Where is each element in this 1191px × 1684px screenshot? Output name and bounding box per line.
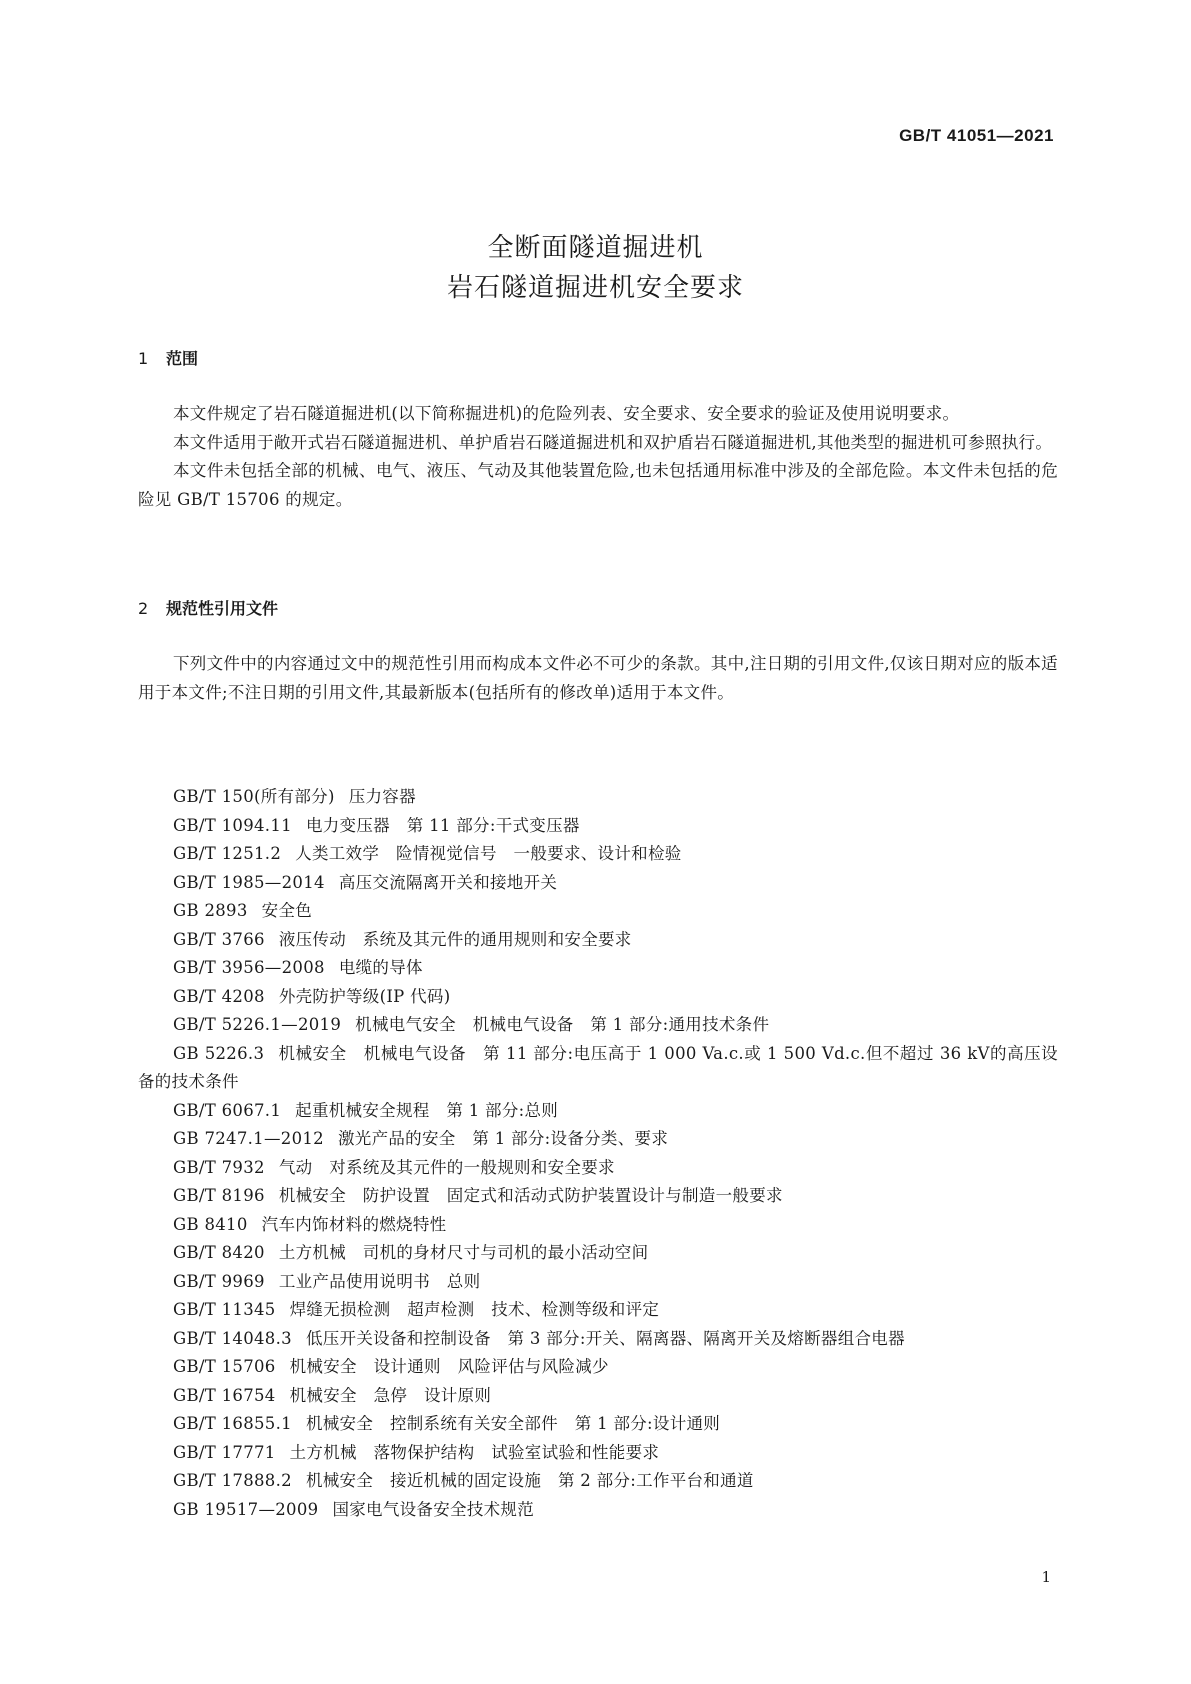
- title-line-2: 岩石隧道掘进机安全要求: [446, 273, 744, 303]
- reference-title: 机械安全 接近机械的固定设施 第 2 部分:工作平台和通道: [305, 1471, 754, 1490]
- reference-item: [138, 1182, 1058, 1211]
- reference-item: [138, 1125, 1058, 1154]
- reference-code: GB/T 16855.1: [173, 1414, 292, 1433]
- section-1-title: 范围: [166, 349, 199, 368]
- reference-title: 外壳防护等级(IP 代码): [278, 986, 451, 1006]
- section-1-body: [138, 400, 1058, 514]
- reference-title: 人类工效学 险情视觉信号 一般要求、设计和检验: [295, 844, 682, 863]
- reference-item: [138, 1353, 1058, 1382]
- reference-code: GB/T 9969: [173, 1271, 265, 1291]
- reference-code: GB/T 1251.2: [173, 844, 282, 863]
- reference-title: 机械安全 控制系统有关安全部件 第 1 部分:设计通则: [305, 1414, 721, 1433]
- reference-code: GB/T 17888.2: [173, 1471, 292, 1490]
- reference-title: 机械电气安全 机械电气设备 第 1 部分:通用技术条件: [355, 1015, 770, 1034]
- reference-title: 电力变压器 第 11 部分:干式变压器: [305, 815, 580, 835]
- reference-item: [138, 1268, 1058, 1297]
- reference-item: [138, 1467, 1058, 1496]
- reference-title: 机械安全 设计通则 风险评估与风险减少: [289, 1357, 609, 1376]
- reference-code: GB/T 1985—2014: [173, 872, 325, 892]
- reference-item: [138, 1296, 1058, 1325]
- reference-item: [138, 926, 1058, 955]
- section-2-title: 规范性引用文件: [166, 599, 279, 618]
- reference-item: [138, 1154, 1058, 1183]
- reference-title: 汽车内饰材料的燃烧特性: [261, 1214, 447, 1234]
- reference-code: GB/T 5226.1—2019: [173, 1015, 342, 1034]
- reference-item: [138, 897, 1058, 926]
- reference-code: GB/T 8196: [173, 1186, 265, 1205]
- reference-title: 低压开关设备和控制设备 第 3 部分:开关、隔离器、隔离开关及熔断器组合电器: [305, 1328, 905, 1348]
- reference-item: [138, 869, 1058, 898]
- reference-title: 起重机械安全规程 第 1 部分:总则: [295, 1100, 559, 1120]
- reference-code: GB/T 4208: [173, 986, 265, 1006]
- title-line-1: 全断面隧道掘进机: [487, 233, 704, 263]
- reference-title: 机械安全 急停 设计原则: [289, 1385, 492, 1405]
- reference-title: 压力容器: [348, 787, 416, 806]
- reference-item: [138, 1325, 1058, 1354]
- reference-code: GB/T 16754: [173, 1385, 276, 1405]
- reference-code: GB/T 7932: [173, 1157, 265, 1177]
- document-title: [0, 228, 1191, 308]
- reference-code: GB 19517—2009: [173, 1499, 319, 1519]
- reference-code: GB/T 14048.3: [173, 1328, 292, 1348]
- section-2-intro: 下列文件中的内容通过文中的规范性引用而构成本文件必不可少的条款。其中,注日期的引用文件,仅该日期对应的版本适用于本文件;不注日期的引用文件,其最新版本(包括所有的修改单)适用于本文件。: [138, 654, 1058, 702]
- section-1-number: 1: [138, 349, 149, 368]
- reference-title: 土方机械 落物保护结构 试验室试验和性能要求: [289, 1442, 660, 1462]
- reference-item: [138, 1439, 1058, 1468]
- section-1-heading: [138, 346, 198, 369]
- reference-code: GB/T 15706: [173, 1357, 276, 1376]
- reference-title: 机械安全 机械电气设备 第 11 部分:电压高于 1 000 Va.c.或 1 500 Vd.c.但不超过 36 kV的高压设备的技术条件: [138, 1043, 1058, 1091]
- reference-item: [138, 1382, 1058, 1411]
- page-number: 1: [1041, 1568, 1051, 1586]
- reference-title: 气动 对系统及其元件的一般规则和安全要求: [278, 1157, 615, 1177]
- reference-code: GB 5226.3: [173, 1043, 265, 1063]
- standard-code: GB/T 41051—2021: [899, 126, 1054, 145]
- reference-code: GB/T 150(所有部分): [173, 787, 335, 806]
- reference-item: [138, 812, 1058, 841]
- reference-code: GB/T 11345: [173, 1300, 276, 1319]
- reference-title: 安全色: [261, 901, 313, 920]
- reference-item: [138, 1239, 1058, 1268]
- section-1-paragraph: 本文件未包括全部的机械、电气、液压、气动及其他装置危险,也未包括通用标准中涉及的全部危险。本文件未包括的危险见 GB/T 15706 的规定。: [138, 461, 1058, 509]
- reference-item: [138, 983, 1058, 1012]
- reference-item: [138, 1211, 1058, 1240]
- reference-item: [138, 954, 1058, 983]
- reference-code: GB 8410: [173, 1214, 248, 1234]
- reference-item: [138, 1040, 1058, 1097]
- reference-item: [138, 1011, 1058, 1040]
- reference-code: GB 2893: [173, 901, 248, 920]
- reference-title: 电缆的导体: [338, 958, 423, 977]
- reference-title: 焊缝无损检测 超声检测 技术、检测等级和评定: [289, 1300, 660, 1319]
- reference-code: GB/T 8420: [173, 1243, 265, 1262]
- reference-code: GB/T 3766: [173, 929, 265, 949]
- reference-item: [138, 1496, 1058, 1525]
- reference-code: GB 7247.1—2012: [173, 1129, 324, 1148]
- reference-title: 工业产品使用说明书 总则: [278, 1271, 481, 1291]
- reference-title: 土方机械 司机的身材尺寸与司机的最小活动空间: [278, 1243, 649, 1262]
- reference-code: GB/T 1094.11: [173, 815, 292, 835]
- reference-item: [138, 1097, 1058, 1126]
- reference-item: [138, 840, 1058, 869]
- reference-title: 高压交流隔离开关和接地开关: [338, 872, 558, 892]
- reference-title: 机械安全 防护设置 固定式和活动式防护装置设计与制造一般要求: [278, 1186, 783, 1205]
- reference-item: [138, 1410, 1058, 1439]
- section-2-heading: [138, 596, 278, 619]
- reference-code: GB/T 17771: [173, 1442, 276, 1462]
- reference-title: 国家电气设备安全技术规范: [332, 1499, 535, 1519]
- section-2-intro-block: [138, 650, 1058, 707]
- section-1-paragraph: 本文件适用于敞开式岩石隧道掘进机、单护盾岩石隧道掘进机和双护盾岩石隧道掘进机,其他类型的掘进机可参照执行。: [173, 432, 1053, 452]
- reference-title: 激光产品的安全 第 1 部分:设备分类、要求: [337, 1129, 669, 1148]
- section-1-paragraph: 本文件规定了岩石隧道掘进机(以下简称掘进机)的危险列表、安全要求、安全要求的验证及使用说明要求。: [173, 404, 960, 423]
- reference-code: GB/T 6067.1: [173, 1100, 282, 1120]
- reference-code: GB/T 3956—2008: [173, 958, 325, 977]
- reference-title: 液压传动 系统及其元件的通用规则和安全要求: [278, 929, 632, 949]
- reference-item: [138, 783, 1058, 812]
- reference-list: [138, 783, 1058, 1524]
- section-2-number: 2: [138, 599, 149, 618]
